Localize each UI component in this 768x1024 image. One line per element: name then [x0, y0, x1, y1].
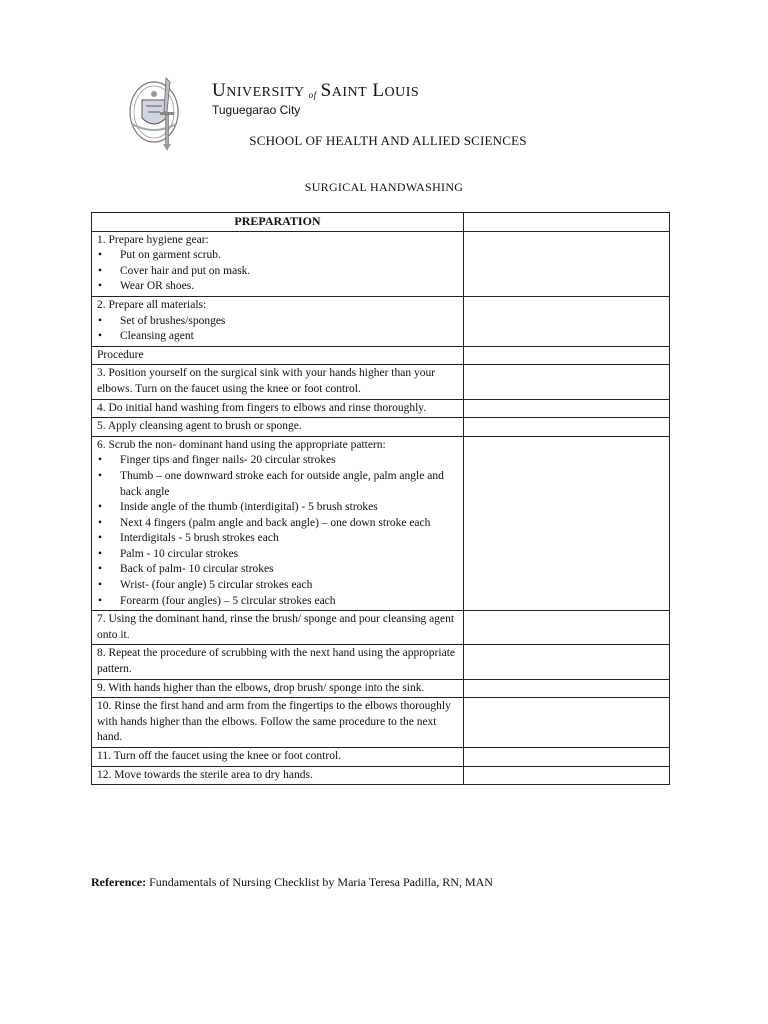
school-name: SCHOOL OF HEALTH AND ALLIED SCIENCES — [249, 133, 527, 148]
bullet-icon: • — [98, 280, 103, 293]
list-item-text: Next 4 fingers (palm angle and back angle) – one down stroke each — [120, 516, 431, 529]
table-row — [92, 748, 670, 767]
list-item-text: Back of palm- 10 circular strokes — [120, 563, 274, 576]
list-item — [97, 516, 458, 532]
list-item — [97, 578, 458, 594]
table-row — [92, 365, 670, 399]
list-item — [97, 500, 458, 516]
bullet-list — [97, 248, 458, 295]
step-cell — [92, 679, 464, 698]
list-item-text: Palm - 10 circular strokes — [120, 547, 239, 560]
table-row — [92, 611, 670, 645]
check-cell[interactable] — [464, 679, 670, 698]
list-item — [97, 314, 458, 330]
step-cell — [92, 418, 464, 437]
list-item — [97, 531, 458, 547]
check-cell[interactable] — [464, 436, 670, 611]
table-row — [92, 679, 670, 698]
table-row — [92, 399, 670, 418]
step-text: Procedure — [97, 348, 144, 361]
check-cell[interactable] — [464, 346, 670, 365]
step-cell — [92, 296, 464, 346]
step-text: 9. With hands higher than the elbows, drop brush/ sponge into the sink. — [97, 681, 425, 694]
table-row — [92, 296, 670, 346]
step-text: 7. Using the dominant hand, rinse the brush/ sponge and pour cleansing agent onto it. — [97, 613, 455, 641]
table-body — [92, 231, 670, 785]
checklist-table — [91, 212, 670, 785]
list-item-text: Interdigitals - 5 brush strokes each — [120, 532, 279, 545]
bullet-icon: • — [98, 249, 103, 262]
step-text: 1. Prepare hygiene gear: — [97, 233, 209, 246]
list-item-text: Finger tips and finger nails- 20 circular strokes — [120, 454, 336, 467]
table-row — [92, 418, 670, 437]
bullet-icon: • — [98, 579, 103, 592]
reference-label: Reference: — [91, 875, 147, 889]
step-cell — [92, 436, 464, 611]
bullet-list — [97, 453, 458, 609]
bullet-icon: • — [98, 547, 103, 560]
list-item — [97, 547, 458, 563]
bullet-icon: • — [98, 314, 103, 327]
check-cell[interactable] — [464, 611, 670, 645]
page-title: SURGICAL HANDWASHING — [304, 180, 464, 194]
list-item-text: Wrist- (four angle) 5 circular strokes each — [120, 579, 313, 592]
table-header-row — [92, 213, 670, 232]
university-name: UNIVERSITY of SAINT LOUIS — [212, 80, 420, 101]
table-row — [92, 766, 670, 785]
table-row — [92, 346, 670, 365]
list-item-text: Cover hair and put on mask. — [120, 264, 251, 277]
step-cell — [92, 611, 464, 645]
list-item — [97, 264, 458, 280]
list-item — [97, 279, 458, 295]
city-label: Tuguegarao City — [212, 103, 301, 117]
bullet-icon: • — [98, 532, 103, 545]
table-header-preparation: PREPARATION — [92, 213, 464, 232]
bullet-icon: • — [98, 264, 103, 277]
list-item-text: Set of brushes/sponges — [120, 314, 226, 327]
step-cell — [92, 399, 464, 418]
bullet-icon: • — [98, 501, 103, 514]
reference-text: Fundamentals of Nursing Checklist by Maria Teresa Padilla, RN, MAN — [149, 875, 493, 889]
check-cell[interactable] — [464, 365, 670, 399]
step-text: 11. Turn off the faucet using the knee or foot control. — [97, 750, 342, 762]
table-row — [92, 645, 670, 679]
step-text: 2. Prepare all materials: — [97, 298, 207, 311]
step-text: 3. Position yourself on the surgical sink with your hands higher than your elbows. Turn on the faucet using the knee or foot control. — [97, 367, 436, 395]
list-item — [97, 329, 458, 345]
bullet-list — [97, 314, 458, 345]
list-item — [97, 248, 458, 264]
step-cell — [92, 365, 464, 399]
step-cell — [92, 698, 464, 748]
bullet-icon: • — [98, 330, 103, 343]
bullet-icon: • — [98, 454, 103, 467]
table-row — [92, 698, 670, 748]
check-cell[interactable] — [464, 231, 670, 296]
list-item-text: Wear OR shoes. — [120, 280, 195, 293]
reference-note — [91, 875, 493, 890]
check-cell[interactable] — [464, 399, 670, 418]
check-cell[interactable] — [464, 748, 670, 767]
bullet-icon: • — [98, 516, 103, 529]
check-cell[interactable] — [464, 418, 670, 437]
step-cell — [92, 748, 464, 767]
check-cell[interactable] — [464, 698, 670, 748]
bullet-icon: • — [98, 563, 103, 576]
list-item-text: Inside angle of the thumb (interdigital) - 5 brush strokes — [120, 501, 378, 514]
table-row — [92, 231, 670, 296]
list-item — [97, 453, 458, 469]
check-cell[interactable] — [464, 766, 670, 785]
step-text: 10. Rinse the first hand and arm from the fingertips to the elbows thoroughly with hands higher than the elbows. Follow the same procedure to the next hand. — [97, 700, 451, 744]
list-item — [97, 594, 458, 610]
step-text: 4. Do initial hand washing from fingers to elbows and rinse thoroughly. — [97, 401, 427, 414]
step-text: 6. Scrub the non- dominant hand using the appropriate pattern: — [97, 438, 386, 451]
step-cell — [92, 645, 464, 679]
list-item-text: Thumb – one downward stroke each for outside angle, palm angle and back angle — [120, 469, 444, 498]
bullet-icon: • — [98, 594, 103, 607]
list-item-text: Put on garment scrub. — [120, 249, 221, 262]
step-cell — [92, 766, 464, 785]
list-item — [97, 469, 458, 500]
step-text: 8. Repeat the procedure of scrubbing with the next hand using the appropriate pattern. — [97, 647, 455, 676]
list-item-text: Cleansing agent — [120, 330, 194, 343]
table-row — [92, 436, 670, 611]
bullet-icon: • — [98, 469, 103, 482]
list-item-text: Forearm (four angles) – 5 circular strokes each — [120, 594, 336, 607]
step-text: 5. Apply cleansing agent to brush or sponge. — [97, 420, 302, 433]
step-cell — [92, 346, 464, 365]
table-header-blank — [464, 213, 670, 232]
step-text: 12. Move towards the sterile area to dry hands. — [97, 768, 313, 781]
list-item — [97, 562, 458, 578]
check-cell[interactable] — [464, 645, 670, 679]
step-cell — [92, 231, 464, 296]
check-cell[interactable] — [464, 296, 670, 346]
